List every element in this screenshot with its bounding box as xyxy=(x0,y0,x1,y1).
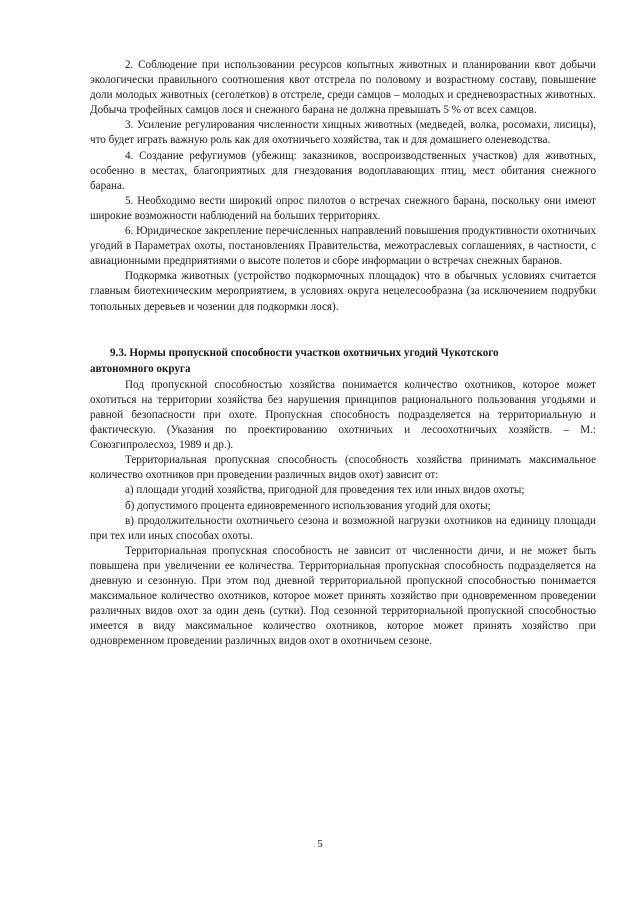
paragraph-daily-seasonal: Территориальная пропускная способность не зависит от численности дичи, и не может быть повышена при увеличении ее количества. Территориальная пропускная способность подразделяется на дневную и сезонную. При этом под дневной территориальной пропускной способностью понимается максимальное количество охотников, которое может принять хозяйство при одновременном проведении различных видов охот за один день (сутки). Под сезонной территориальной пропускной способностью имеется в виду максимальное количество охотников, которое может принять хозяйство при одновременном проведении различных видов охот в охотничьем сезоне. xyxy=(90,544,596,648)
paragraph-item-6: 6. Юридическое закрепление перечисленных направлений повышения продуктивности охотничьих угодий в Параметрах охоты, постановлениях Правительства, межотраслевых соглашениях, в частности, с авиационными предприятиями о высоте полетов и сборе информации о встречах снежных баранов. xyxy=(90,225,596,268)
document-page xyxy=(90,58,596,649)
list-item-c: в) продолжительности охотничьего сезона и возможной нагрузки охотников на единицу площади при тех или иных способах охоты. xyxy=(90,514,596,542)
paragraph-item-5: 5. Необходимо вести широкий опрос пилотов о встречах снежного барана, поскольку они имеют широкие возможности наблюдений на больших территориях. xyxy=(90,194,596,222)
page-number: 5 xyxy=(317,838,323,850)
paragraph-capacity-definition: Под пропускной способностью хозяйства понимается количество охотников, которое может охотиться на территории хозяйства без нарушения принципов рационального пользования угодьями и равной безопасности при охоте. Пропускная способность подразделяется на территориальную и фактическую. (Указания по проектированию охотничьих и лесоохотничьих хозяйств. – М.: Союзгипролесхоз, 1989 и др.). xyxy=(90,378,596,452)
section-heading-line2: автономного округа xyxy=(90,362,191,375)
section-heading: 9.3. Нормы пропускной способности участков охотничьих угодий Чукотского xyxy=(110,346,499,359)
paragraph-item-4: 4. Создание рефугиумов (убежищ: заказников, воспроизводственных участков) для животных, особенно в местах, благоприятных для гнездования водоплавающих птиц, мест обитания снежного барана. xyxy=(90,149,596,192)
paragraph-item-2: 2. Соблюдение при использовании ресурсов копытных животных и планировании квот добычи экологически правильного соотношения квот отстрела по половому и возрастному составу, повышение доли молодых животных (сеголетков) в отстреле, среди самцов – молодых и средневозрастных животных. Добыча трофейных самцов лося и снежного барана не должна превышать 5 % от всех самцов. xyxy=(90,59,596,117)
paragraph-item-3: 3. Усиление регулирования численности хищных животных (медведей, волка, росомахи, лисицы), что будет играть важную роль как для охотничьего хозяйства, так и для домашнего оленеводства. xyxy=(90,119,596,147)
paragraph-feeding: Подкормка животных (устройство подкормочных площадок) что в обычных условиях считается главным биотехническим мероприятием, в условиях округа нецелесообразна (за исключением подрубки топольных деревьев и чозении для подкормки лося). xyxy=(90,270,596,313)
list-item-a: а) площади угодий хозяйства, пригодной для проведения тех или иных видов охоты; xyxy=(125,484,525,497)
list-item-b: б) допустимого процента единовременного использования угодий для охоты; xyxy=(125,499,491,512)
paragraph-territorial-capacity: Территориальная пропускная способность (способность хозяйства принимать максимальное количество охотников при проведении различных видов охот) зависит от: xyxy=(90,454,596,482)
